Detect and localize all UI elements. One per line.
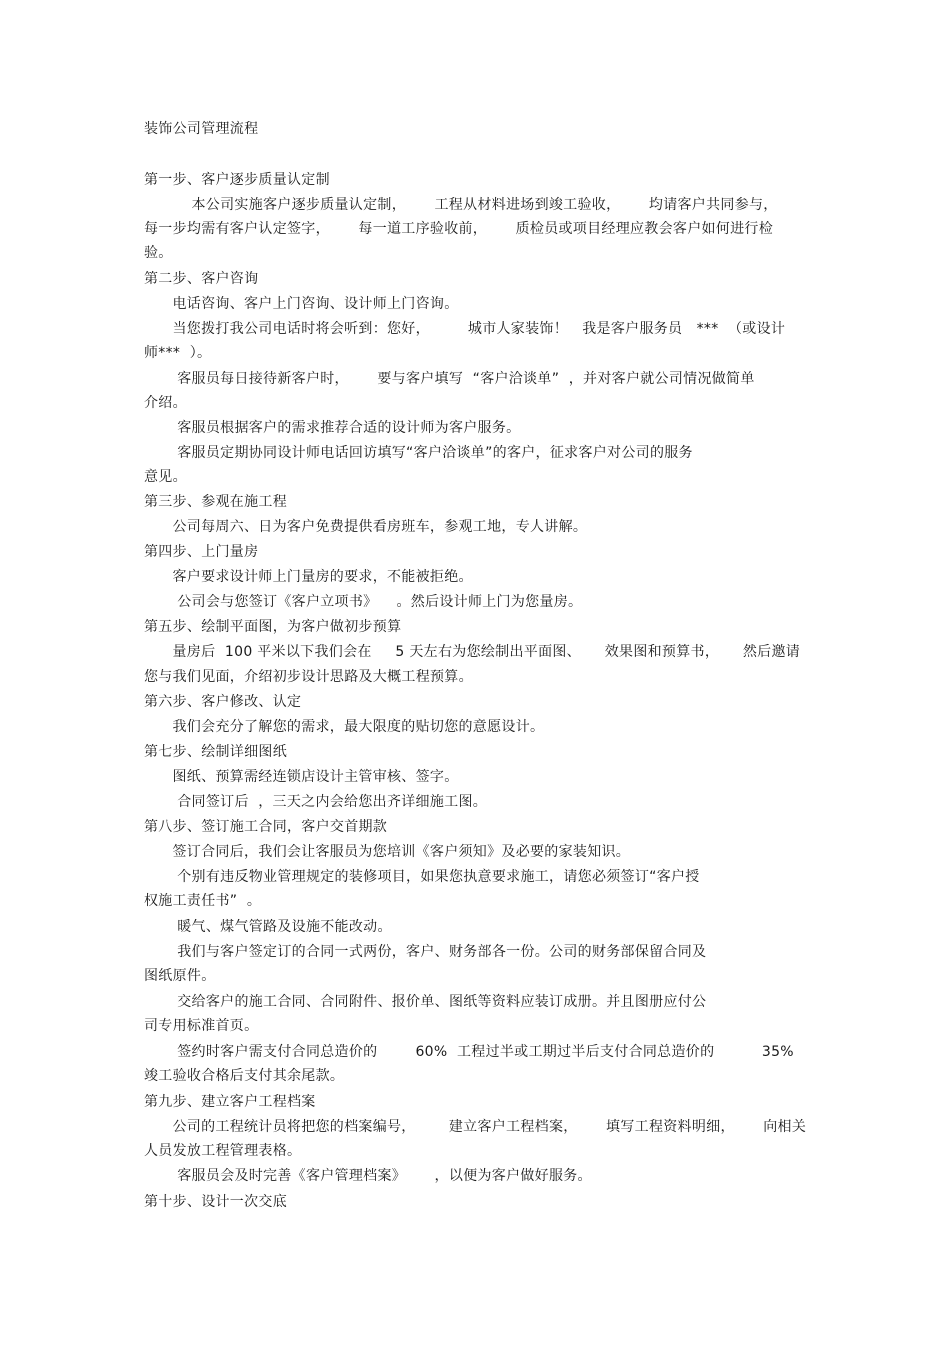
step-6-heading: 第六步、客户修改、认定 xyxy=(144,694,302,710)
paragraph-line: 合同签订后 ，三天之内会给您出齐详细施工图。 xyxy=(144,794,488,810)
paragraph-line: 暖气、煤气管路及设施不能改动。 xyxy=(144,919,392,935)
step-4-heading: 第四步、上门量房 xyxy=(144,544,259,560)
paragraph-line: 我们与客户签定订的合同一式两份，客户、财务部各一份。公司的财务部保留合同及 xyxy=(144,944,707,960)
paragraph-line: 客服员定期协同设计师电话回访填写“客户洽谈单”的客户，征求客户对公司的服务 xyxy=(144,445,693,461)
paragraph-line: 我们会充分了解您的需求，最大限度的贴切您的意愿设计。 xyxy=(144,719,545,735)
document-title: 装饰公司管理流程 xyxy=(144,121,259,137)
paragraph-line: 权施工责任书” 。 xyxy=(144,893,262,909)
paragraph-line: 每一步均需有客户认定签字， 每一道工序验收前， 质检员或项目经理应教会客户如何进行检 xyxy=(144,221,773,237)
paragraph-line: 竣工验收合格后支付其余尾款。 xyxy=(144,1068,345,1084)
step-7-heading: 第七步、绘制详细图纸 xyxy=(144,744,287,760)
paragraph-line: 图纸、预算需经连锁店设计主管审核、签字。 xyxy=(144,769,459,785)
paragraph-line: 司专用标准首页。 xyxy=(144,1018,259,1034)
paragraph-line: 您与我们见面，介绍初步设计思路及大概工程预算。 xyxy=(144,669,473,685)
paragraph-line: 客服员根据客户的需求推荐合适的设计师为客户服务。 xyxy=(144,420,521,436)
paragraph-line: 当您拨打我公司电话时将会听到：您好， 城市人家装饰！ 我是客户服务员 *** （或设计 xyxy=(144,321,786,337)
step-1-heading: 第一步、客户逐步质量认定制 xyxy=(144,172,330,188)
paragraph-line: 公司会与您签订《客户立项书》 。然后设计师上门为您量房。 xyxy=(144,594,583,610)
paragraph-line: 师*** ）。 xyxy=(144,345,212,361)
step-9-heading: 第九步、建立客户工程档案 xyxy=(144,1094,316,1110)
paragraph-line: 电话咨询、客户上门咨询、设计师上门咨询。 xyxy=(144,296,459,312)
paragraph-line: 人员发放工程管理表格。 xyxy=(144,1143,302,1159)
paragraph-line: 公司每周六、日为客户免费提供看房班车，参观工地，专人讲解。 xyxy=(144,519,588,535)
paragraph-line: 验。 xyxy=(144,245,173,261)
step-10-heading: 第十步、设计一次交底 xyxy=(144,1194,287,1210)
paragraph-line: 本公司实施客户逐步质量认定制， 工程从材料进场到竣工验收， 均请客户共同参与， xyxy=(144,197,778,213)
paragraph-line: 客户要求设计师上门量房的要求，不能被拒绝。 xyxy=(144,569,473,585)
paragraph-line: 介绍。 xyxy=(144,395,187,411)
step-3-heading: 第三步、参观在施工程 xyxy=(144,494,287,510)
step-5-heading: 第五步、绘制平面图，为客户做初步预算 xyxy=(144,619,402,635)
paragraph-line: 客服员会及时完善《客户管理档案》 ，以便为客户做好服务。 xyxy=(144,1168,592,1184)
paragraph-line: 意见。 xyxy=(144,469,187,485)
paragraph-line: 签订合同后，我们会让客服员为您培训《客户须知》及必要的家装知识。 xyxy=(144,844,631,860)
paragraph-line: 签约时客户需支付合同总造价的 60% 工程过半或工期过半后支付合同总造价的 35% xyxy=(144,1044,794,1060)
paragraph-line: 交给客户的施工合同、合同附件、报价单、图纸等资料应装订成册。并且图册应付公 xyxy=(144,994,707,1010)
paragraph-line: 公司的工程统计员将把您的档案编号， 建立客户工程档案， 填写工程资料明细， 向相关 xyxy=(144,1119,807,1135)
step-8-heading: 第八步、签订施工合同，客户交首期款 xyxy=(144,819,388,835)
step-2-heading: 第二步、客户咨询 xyxy=(144,271,259,287)
paragraph-line: 客服员每日接待新客户时， 要与客户填写 “客户洽谈单” ，并对客户就公司情况做简单 xyxy=(144,371,755,387)
paragraph-line: 个别有违反物业管理规定的装修项目，如果您执意要求施工，请您必须签订“客户授 xyxy=(144,869,700,885)
paragraph-line: 量房后 100 平米以下我们会在 5 天左右为您绘制出平面图、 效果图和预算书， 然后邀请 xyxy=(144,644,801,660)
paragraph-line: 图纸原件。 xyxy=(144,968,216,984)
